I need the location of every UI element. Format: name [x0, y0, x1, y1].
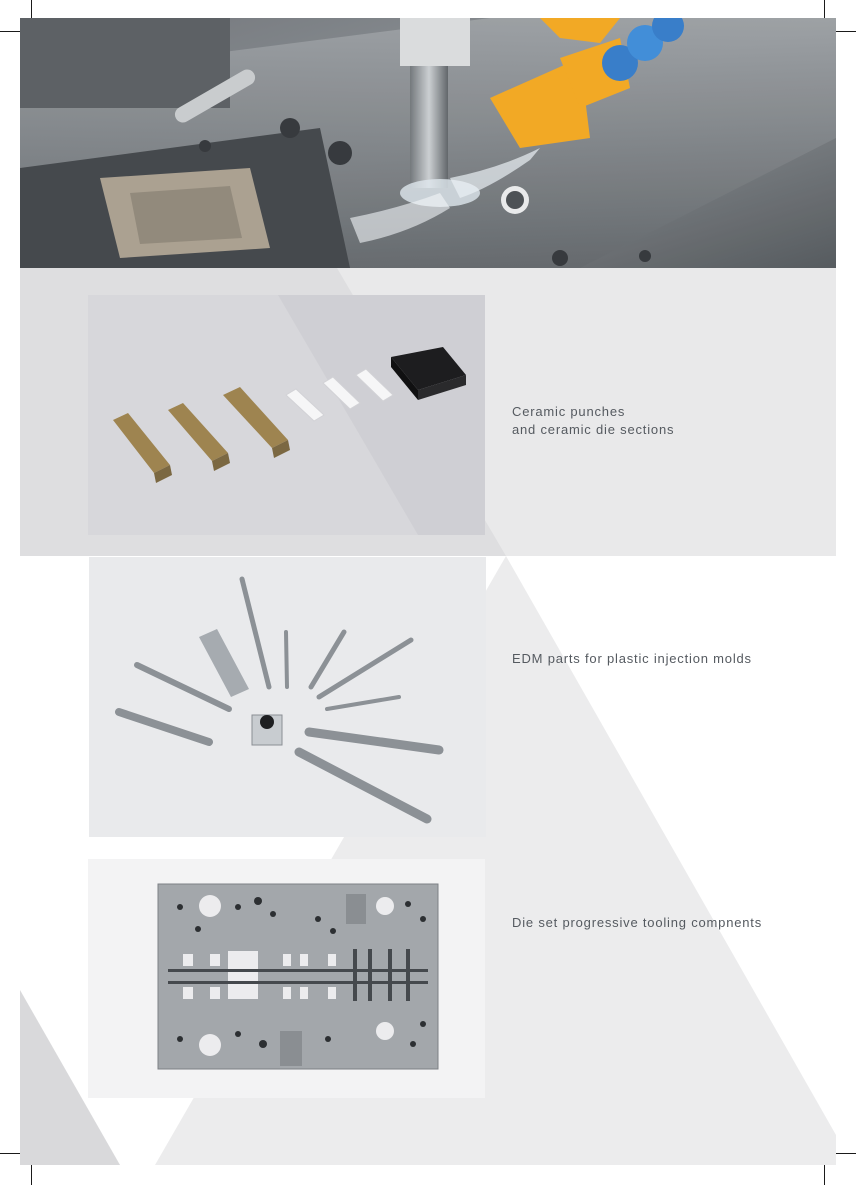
caption-line: EDM parts for plastic injection molds — [512, 651, 752, 666]
caption-die-set — [512, 914, 832, 932]
crop-mark — [836, 1153, 856, 1154]
crop-mark — [824, 1165, 825, 1185]
caption-edm-parts — [512, 650, 832, 668]
crop-mark — [31, 0, 32, 20]
caption-ceramic-punches — [512, 403, 832, 439]
ceramic-punches-photo — [88, 295, 485, 535]
crop-mark — [824, 0, 825, 20]
caption-line: Die set progressive tooling compnents — [512, 915, 762, 930]
crop-mark — [836, 31, 856, 32]
caption-line: and ceramic die sections — [512, 422, 675, 437]
caption-line: Ceramic punches — [512, 404, 626, 419]
die-set-plate-photo — [88, 859, 485, 1098]
crop-mark — [31, 1165, 32, 1185]
crop-mark — [0, 31, 20, 32]
hero-machining-photo — [20, 18, 836, 268]
edm-parts-photo — [89, 557, 486, 837]
crop-mark — [0, 1153, 20, 1154]
